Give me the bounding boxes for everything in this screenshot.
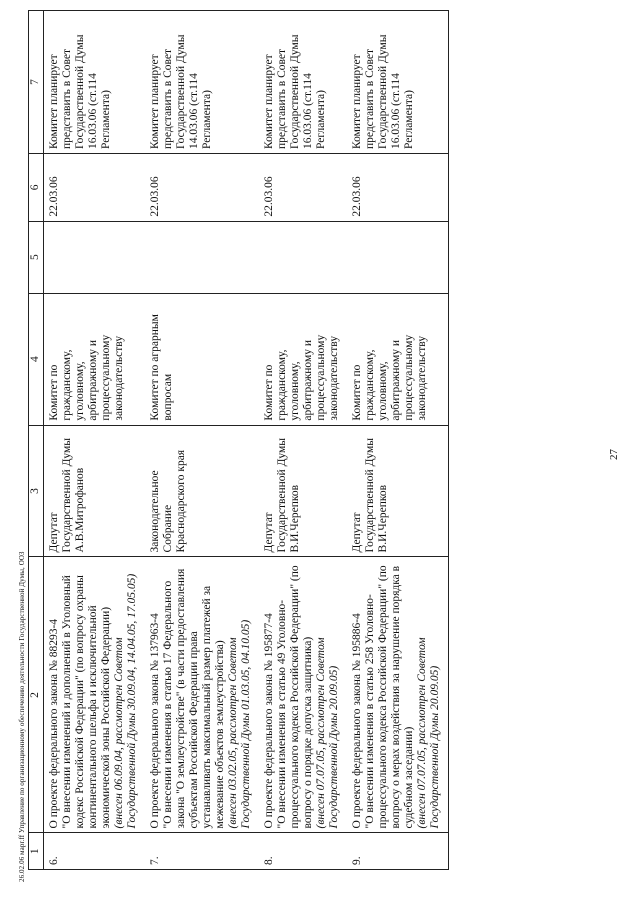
bill-title: О проекте федерального закона № 195877-4: [263, 613, 275, 829]
bill-author: Депутат Государственной Думы А.В.Митрофанов: [44, 425, 146, 557]
bill-committee: Комитет по гражданскому, уголовному, арбитражному и процессуальному законодательству: [44, 293, 146, 425]
bill-title: О проекте федерального закона № 88293-4: [48, 618, 60, 829]
col-5-cell: [44, 221, 146, 293]
col-5-cell: [145, 221, 259, 293]
row-number: 6.: [44, 833, 146, 870]
bill-status: Комитет планирует представить в Совет Государственной Думы 16.03.06 (ст.114 Регламента): [259, 11, 347, 154]
table-row: [145, 11, 259, 870]
bill-description: [259, 557, 347, 833]
bill-date: 22.03.06: [44, 154, 146, 222]
col-5-cell: [347, 221, 449, 293]
bill-description: [44, 557, 146, 833]
bill-date: 22.03.06: [347, 154, 449, 222]
bill-subject: "О внесении изменения в статью 258 Уголовно-процессуального кодекса Российской Федерации" (по вопросу о мерах воздействия за нарушение порядка в судебном заседании): [364, 565, 415, 829]
row-number: 7.: [145, 833, 259, 870]
footer-note: 26.02.06 марг.ff Управление по организационному обеспечению деятельности Государственной Думы, ООЗ: [18, 551, 26, 882]
bill-committee: Комитет по гражданскому, уголовному, арбитражному и процессуальному законодательству: [259, 293, 347, 425]
bill-description: [347, 557, 449, 833]
bill-committee: Комитет по аграрным вопросам: [145, 293, 259, 425]
header-col-6: 6: [29, 154, 44, 222]
header-col-7: 7: [29, 11, 44, 154]
bill-status: Комитет планирует представить в Совет Государственной Думы 14.03.06 (ст.114 Регламента): [145, 11, 259, 154]
bill-subject: "О внесении изменения в статью 17 Федерального закона "О землеустройстве" (в части предоставления субъектам Российской Федерации права устанавливать максимальный размер платежей за межевание объектов землеустройства): [162, 568, 226, 829]
bill-date: 22.03.06: [259, 154, 347, 222]
bill-status: Комитет планирует представить в Совет Государственной Думы 16.03.06 (ст.114 Регламента): [44, 11, 146, 154]
bill-note: (внесен 03.02.05, рассмотрен Советом Государственной Думы 01.03.05, 04.10.05): [227, 619, 252, 829]
bill-author: Законодательное Собрание Краснодарского края: [145, 425, 259, 557]
bills-table: [28, 10, 449, 870]
bill-note: (внесен 07.07.05, рассмотрен Советом Государственной Думы 20.09.05): [416, 637, 441, 829]
header-col-1: 1: [29, 833, 44, 870]
table-header: [29, 11, 44, 870]
bill-note: (внесен 07.07.05, рассмотрен Советом Государственной Думы 20.09.05): [315, 637, 340, 829]
table-row: [259, 11, 347, 870]
bill-author: Депутат Государственной Думы В.И.Черепков: [259, 425, 347, 557]
bill-title: О проекте федерального закона № 195886-4: [351, 613, 363, 829]
header-col-2: 2: [29, 557, 44, 833]
row-number: 9.: [347, 833, 449, 870]
bill-status: Комитет планирует представить в Совет Государственной Думы 16.03.06 (ст.114 Регламента): [347, 11, 449, 154]
bill-subject: "О внесении изменений и дополнений в Уголовный кодекс Российской Федерации" (по вопросу охраны континентального шельфа и исключительной экономической зоны Российской Федерации): [61, 575, 112, 829]
bill-author: Депутат Государственной Думы В.И.Черепков: [347, 425, 449, 557]
table-row: [44, 11, 146, 870]
header-col-5: 5: [29, 221, 44, 293]
bill-title: О проекте федерального закона № 137963-4: [149, 613, 161, 829]
table-row: [347, 11, 449, 870]
bill-description: [145, 557, 259, 833]
header-col-3: 3: [29, 425, 44, 557]
bill-note: (внесен 06.09.04, рассмотрен Советом Государственной Думы 30.09.04, 14.04.05, 17.05.05): [113, 573, 138, 829]
header-row: [29, 11, 44, 870]
col-5-cell: [259, 221, 347, 293]
row-number: 8.: [259, 833, 347, 870]
bill-subject: "О внесении изменения в статью 49 Уголовно-процессуального кодекса Российской Федерации" (по вопросу о порядке допуска защитника): [276, 565, 314, 829]
bill-committee: Комитет по гражданскому, уголовному, арбитражному и процессуальному законодательству: [347, 293, 449, 425]
bill-date: 22.03.06: [145, 154, 259, 222]
page-number: 27: [608, 449, 620, 460]
header-col-4: 4: [29, 293, 44, 425]
